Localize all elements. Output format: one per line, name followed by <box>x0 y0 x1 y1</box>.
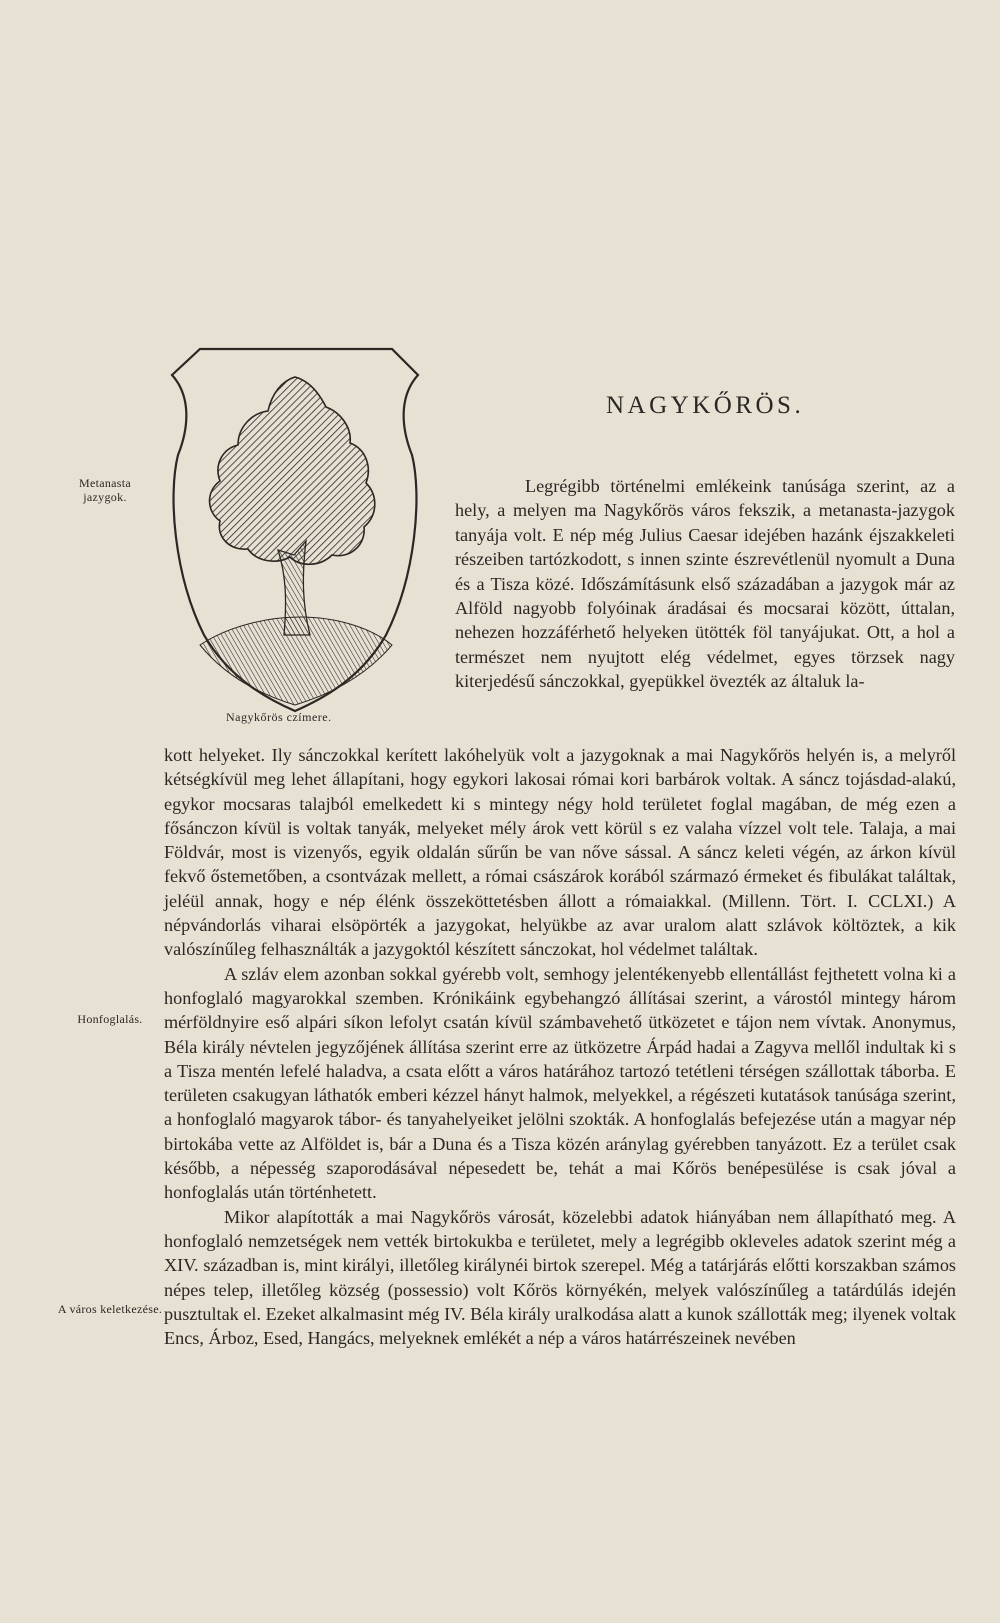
crest-caption: Nagykőrös czímere. <box>226 710 332 724</box>
tree-crest-icon <box>160 345 430 715</box>
honfoglalas-paragraph: A szláv elem azonban sokkal gyérebb volt, semhogy jelentékenyebb ellentállást fejthetett volna ki a honfoglaló magyarokkal szemben. Krónikáink egybehangzó állításai szerint, a várostól mintegy három mérföldnyire eső alpári síkon lefolyt csatán kívül számbavehető ütközetet e tájon nem vívtak. Anonymus, Béla király névtelen jegyzőjének állítása szerint erre az ütközetre Árpád hadai a Zagyva mellől indultak ki s a Tisza mentén lefelé haladva, a csata előtt a város határához tartozó tetétleni térségen szállottak táborba. E területen csakugyan láthatók emberi kézzel hányt halmok, melyekkel, a régészeti kutatások tanúsága szerint, a honfoglaló magyarok tábor- és tanyahelyeiket jelölni szokták. A honfoglalás befejezése után a magyar nép birtokába vette az Alföldet is, bár a Duna és a Tisza közén aránylag gyérebben tanyázott. Ez a terület csak később, a népesség szaporodásával népesedett be, tehát a mai Kőrös benépesülése is csak jóval a honfoglalás után történhetett. <box>164 963 956 1203</box>
coat-of-arms <box>160 345 430 735</box>
varos-paragraph: Mikor alapították a mai Nagykőrös városát, közelebbi adatok hiányában nem állapítható meg. A honfoglaló nemzetségek nem vették birtokukba e területet, mely a legrégibb okleveles adatok szerint még a XIV. században is, mint királyi, illetőleg királynéi birtok szerepel. Még a tatárjárás előtti korszakban számos népes telep, illetőleg község (possessio) volt Kőrös környékén, melyek valószínűleg a tatárdúlás idején pusztultak el. Ezeket alkalmasint még IV. Béla király uralkodása alatt a kunok szállották meg; ilyenek voltak Encs, Árboz, Esed, Hangács, melyeknek emlékét a nép a város határrészeinek nevében <box>164 1206 956 1349</box>
margin-note-varos: A város keletkezése. <box>57 1302 163 1316</box>
margin-note-honfoglalas: Honfoglalás. <box>77 1012 143 1026</box>
continuation-paragraph: kott helyeket. Ily sánczokkal kerített lakóhelyük volt a jazygoknak a mai Nagykőrös helyén is, a melyről kétségkívül meg lehet állapítani, hogy egykori lakosai római kori barbárok voltak. A sáncz tojásdad-alakú, egykor mocsaras talajból emelkedett ki s mintegy négy hold területet foglal magában, de még ezen a fősánczon kívül is voltak tanyák, melyeket mély árok vett körül s ez valaha vízzel volt tele. Talaja, a mai Földvár, most is vizenyős, egyik oldalán sűrűn be van nőve sással. A sáncz keleti végén, az árkon kívül fekvő őstemetőben, a csontvázak mellett, a római császárok korából származó érmeket és fibulákat találtak, jeléül annak, hogy e nép élénk összeköttetésben állott a rómaiakkal. (Millenn. Tört. I. CCLXI.) A népvándorlás viharai elsöpörték a jazygokat, helyükbe az avar uralom alatt szlávok költöztek, a kik valószínűleg felhasználták a jazygoktól készített sánczokat, hol védelmet találtak. <box>164 745 956 960</box>
intro-column <box>455 474 955 694</box>
margin-note-metanasta: Metanasta jazygok. <box>78 476 131 504</box>
main-column <box>164 743 956 1350</box>
page-title: NAGYKŐRÖS. <box>606 392 805 419</box>
intro-paragraph: Legrégibb történelmi emlékeink tanúsága szerint, az a hely, a melyen ma Nagykőrös város fekszik, a metanasta-jazygok tanyája volt. E nép még Julius Caesar idejében hazánk éjszakkeleti részeiben tartózkodott, s innen szinte észrevétlenül nyomult a Duna és a Tisza közé. Időszámításunk első századában a jazygok már az Alföld nagyobb folyóinak áradásai és mocsarai között, úttalan, nehezen hozzáférhető helyeken ütötték föl tanyájukat. Ott, a hol a természet nem nyujtott elég védelmet, egyes törzsek nagy kiterjedésű sánczokkal, gyepükkel övezték az általuk la- <box>455 476 955 692</box>
